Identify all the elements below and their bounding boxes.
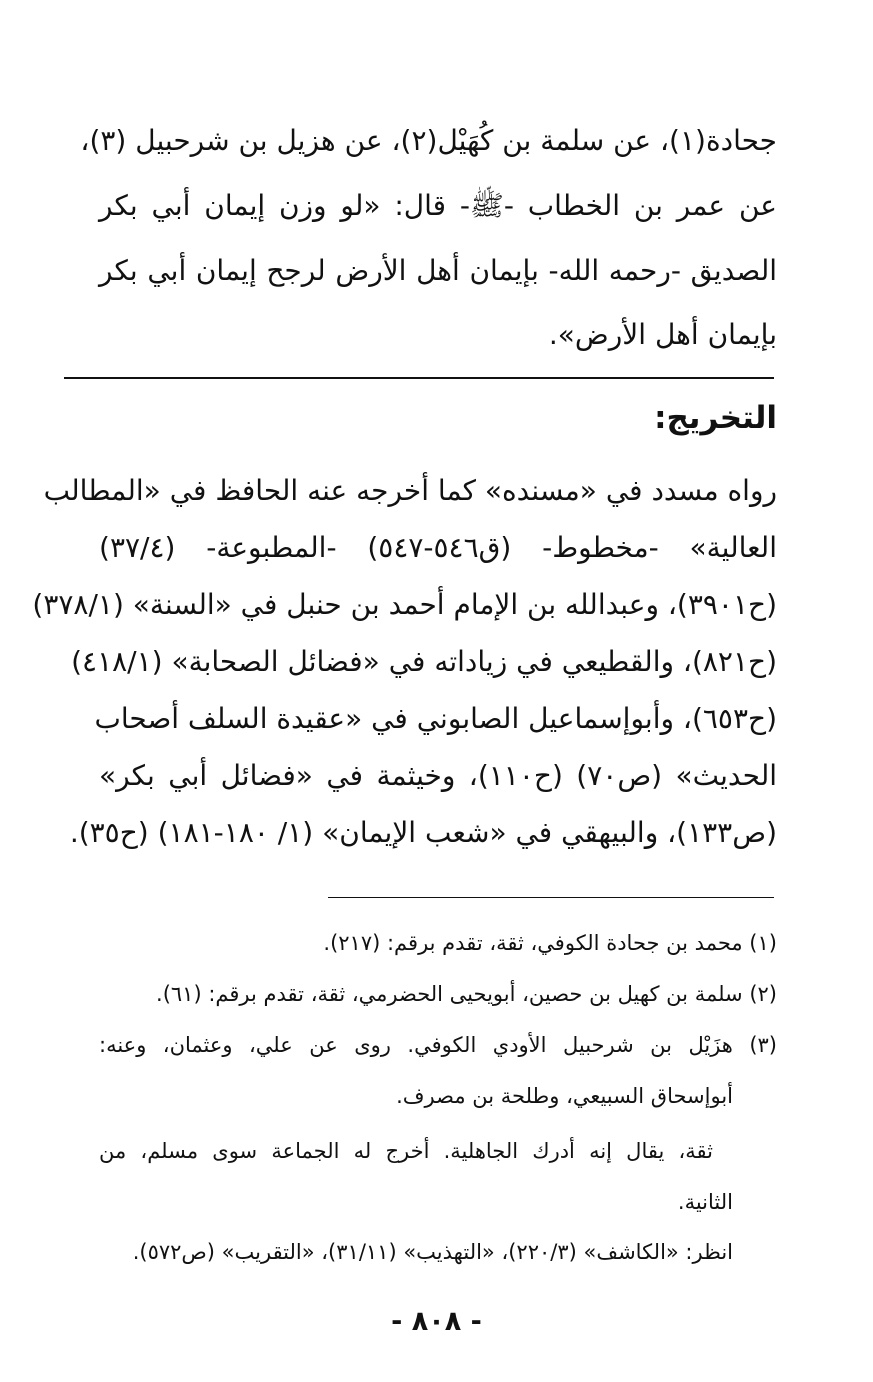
footnote-3-note-cont: الثانية. (677, 1190, 733, 1214)
section-divider (64, 377, 774, 379)
footnote-1: (١) محمد بن جحادة الكوفي، ثقة، تقدم برقم: (٢١٧). (323, 931, 777, 955)
takhrij-line-4: (ح٨٢١)، والقطيعي في زياداته في «فضائل الصحابة» (٤١٨/١) (71, 645, 777, 678)
footnote-3-cont: أبوإسحاق السبيعي، وطلحة بن مصرف. (396, 1084, 733, 1108)
footnote-2: (٢) سلمة بن كهيل بن حصين، أبويحيى الحضرمي، ثقة، تقدم برقم: (٦١). (156, 982, 777, 1006)
narration-line-1: جحادة(١)، عن سلمة بن كُهَيْل(٢)، عن هزيل بن شرحبيل (٣)، (80, 124, 777, 157)
takhrij-line-7: (ص١٣٣)، والبيهقي في «شعب الإيمان» (١/ ١٨٠-١٨١) (ح٣٥). (69, 816, 777, 849)
footnote-3-refs: انظر: «الكاشف» (٢٢٠/٣)، «التهذيب» (٣١/١١)، «التقريب» (ص٥٧٢). (132, 1240, 733, 1264)
narration-line-4: بإيمان أهل الأرض». (548, 318, 777, 351)
footnote-3: (٣) هزَيْل بن شرحبيل الأودي الكوفي. روى عن علي، وعثمان، وعنه: (99, 1033, 777, 1057)
footnote-divider (328, 897, 774, 898)
narration-line-3: الصديق -رحمه الله- بإيمان أهل الأرض لرجح إيمان أبي بكر (99, 254, 777, 287)
page-number: - ٨٠٨ - (391, 1306, 482, 1337)
takhrij-line-3: (ح٣٩٠١)، وعبدالله بن الإمام أحمد بن حنبل في «السنة» (٣٧٨/١) (32, 588, 777, 621)
takhrij-line-2: العالية» -مخطوط- (ق٥٤٦-٥٤٧) -المطبوعة- (٣٧/٤) (99, 531, 777, 564)
narration-line-2: عن عمر بن الخطاب -ﷺ- قال: «لو وزن إيمان أبي بكر (99, 189, 777, 222)
takhrij-line-1: رواه مسدد في «مسنده» كما أخرجه عنه الحافظ في «المطالب (43, 474, 777, 507)
takhrij-line-6: الحديث» (ص٧٠) (ح١١٠)، وخيثمة في «فضائل أبي بكر» (99, 759, 778, 792)
takhrij-heading: التخريج: (654, 400, 777, 436)
footnote-3-note: ثقة، يقال إنه أدرك الجاهلية. أخرج له الجماعة سوى مسلم، من (99, 1139, 713, 1163)
takhrij-line-5: (ح٦٥٣)، وأبوإسماعيل الصابوني في «عقيدة السلف أصحاب (94, 702, 777, 735)
